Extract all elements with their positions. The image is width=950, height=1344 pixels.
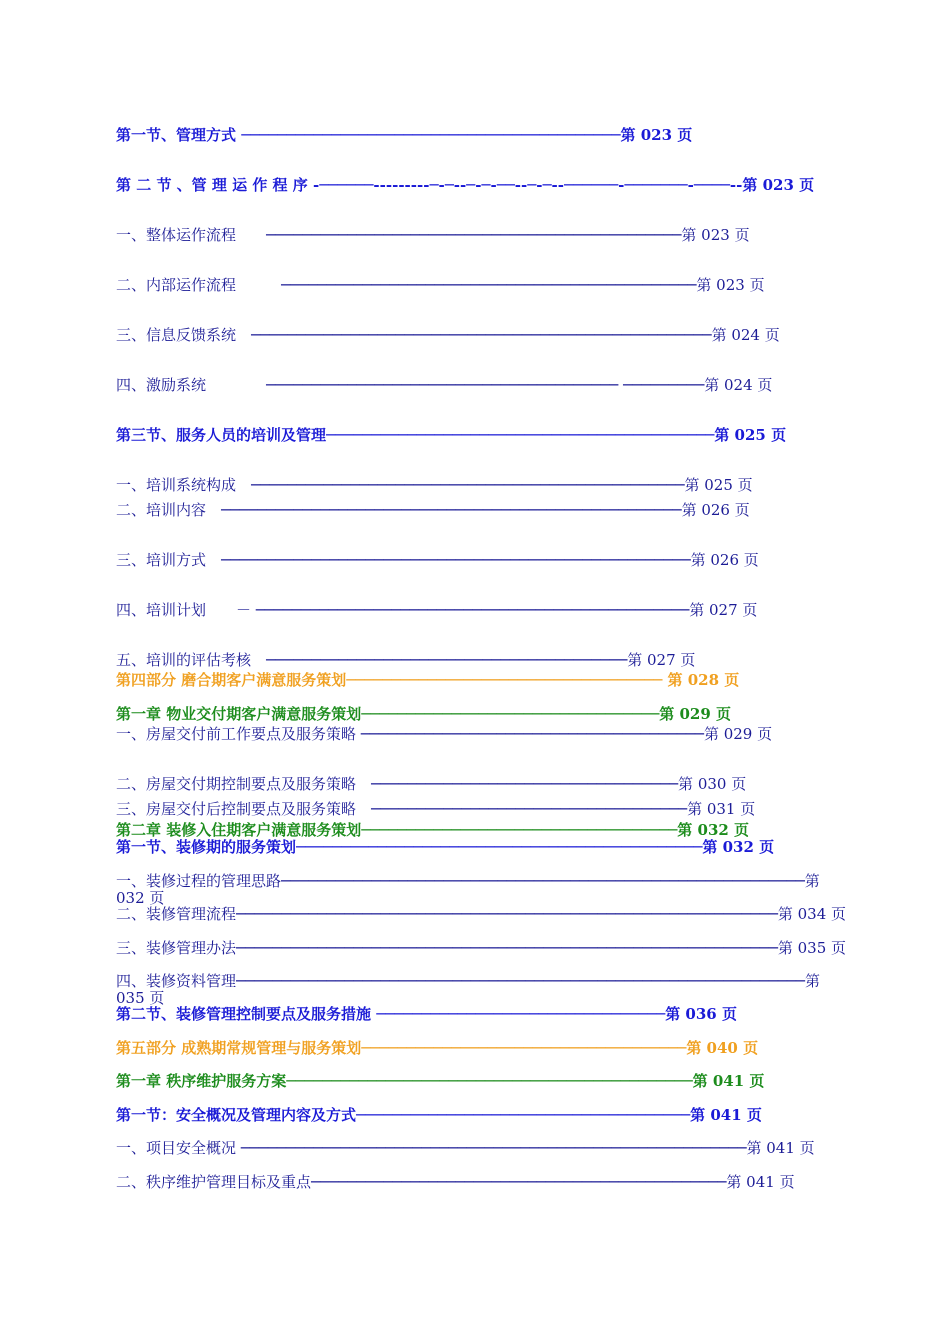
toc-entry: 三、信息反馈系统 ───────────────────────────────────────────────────第 024 页 (116, 326, 780, 344)
toc-entry: 四、装修资料管理───────────────────────────────────────────────────────────────第 035 页 (116, 972, 820, 1007)
toc-entry: 第一章 物业交付期客户满意服务策划─────────────────────────────────第 029 页 (116, 706, 731, 723)
toc-entry: 一、整体运作流程 ──────────────────────────────────────────────第 023 页 (116, 226, 750, 244)
toc-entry: 第二章 装修入住期客户满意服务策划───────────────────────────────────第 032 页 (116, 822, 750, 839)
toc-entry: 四、培训计划 － ────────────────────────────────────────────────第 027 页 (116, 601, 758, 619)
toc-entry: 第四部分 磨合期客户满意服务策划─────────────────────────────────── 第 028 页 (116, 671, 740, 689)
toc-entry: 第五部分 成熟期常规管理与服务策划────────────────────────────────────第 040 页 (116, 1039, 759, 1057)
toc-entry: 一、培训系统构成 ────────────────────────────────────────────────第 025 页 (116, 476, 753, 494)
toc-entry: 二、房屋交付期控制要点及服务策略 ──────────────────────────────────第 030 页 (116, 775, 747, 793)
toc-entry: 二、装修管理流程────────────────────────────────────────────────────────────第 034 页 (116, 905, 847, 923)
toc-entry: 第 二 节 、管 理 运 作 程 序 -──────---------─-─--─-─-──--─-─--──────-───────-────--第 023 页 (116, 176, 815, 194)
toc-entry: 三、房屋交付后控制要点及服务策略 ───────────────────────────────────第 031 页 (116, 800, 756, 818)
toc-entry: 第一章 秩序维护服务方案─────────────────────────────────────────────第 041 页 (116, 1072, 765, 1090)
toc-entry: 第一节、装修期的服务策划─────────────────────────────────────────────第 032 页 (116, 838, 775, 856)
toc-entry: 第一节：安全概况及管理内容及方式─────────────────────────────────────第 041 页 (116, 1106, 762, 1124)
toc-entry: 二、内部运作流程 ──────────────────────────────────────────────第 023 页 (116, 276, 765, 294)
toc-entry: 第三节、服务人员的培训及管理───────────────────────────────────────────第 025 页 (116, 426, 787, 444)
toc-entry: 一、项目安全概况 ────────────────────────────────────────────────────────第 041 页 (116, 1139, 815, 1157)
toc-entry: 一、房屋交付前工作要点及服务策略 ──────────────────────────────────────第 029 页 (116, 725, 773, 743)
toc-entry: 第一节、管理方式 ──────────────────────────────────────────第 023 页 (116, 126, 693, 144)
toc-entry: 三、培训方式 ────────────────────────────────────────────────────第 026 页 (116, 551, 759, 569)
toc-entry: 二、培训内容 ───────────────────────────────────────────────────第 026 页 (116, 501, 750, 519)
toc-entry: 五、培训的评估考核 ────────────────────────────────────────第 027 页 (116, 651, 696, 669)
toc-entry: 三、装修管理办法────────────────────────────────────────────────────────────第 035 页 (116, 939, 847, 957)
toc-entry: 四、激励系统 ─────────────────────────────────────── ─────────第 024 页 (116, 376, 773, 394)
toc-entry: 一、装修过程的管理思路──────────────────────────────────────────────────────────第 032 页 (116, 872, 820, 907)
toc-entry: 第二节、装修管理控制要点及服务措施 ────────────────────────────────第 036 页 (116, 1005, 737, 1023)
toc-entry: 二、秩序维护管理目标及重点──────────────────────────────────────────────第 041 页 (116, 1173, 795, 1191)
